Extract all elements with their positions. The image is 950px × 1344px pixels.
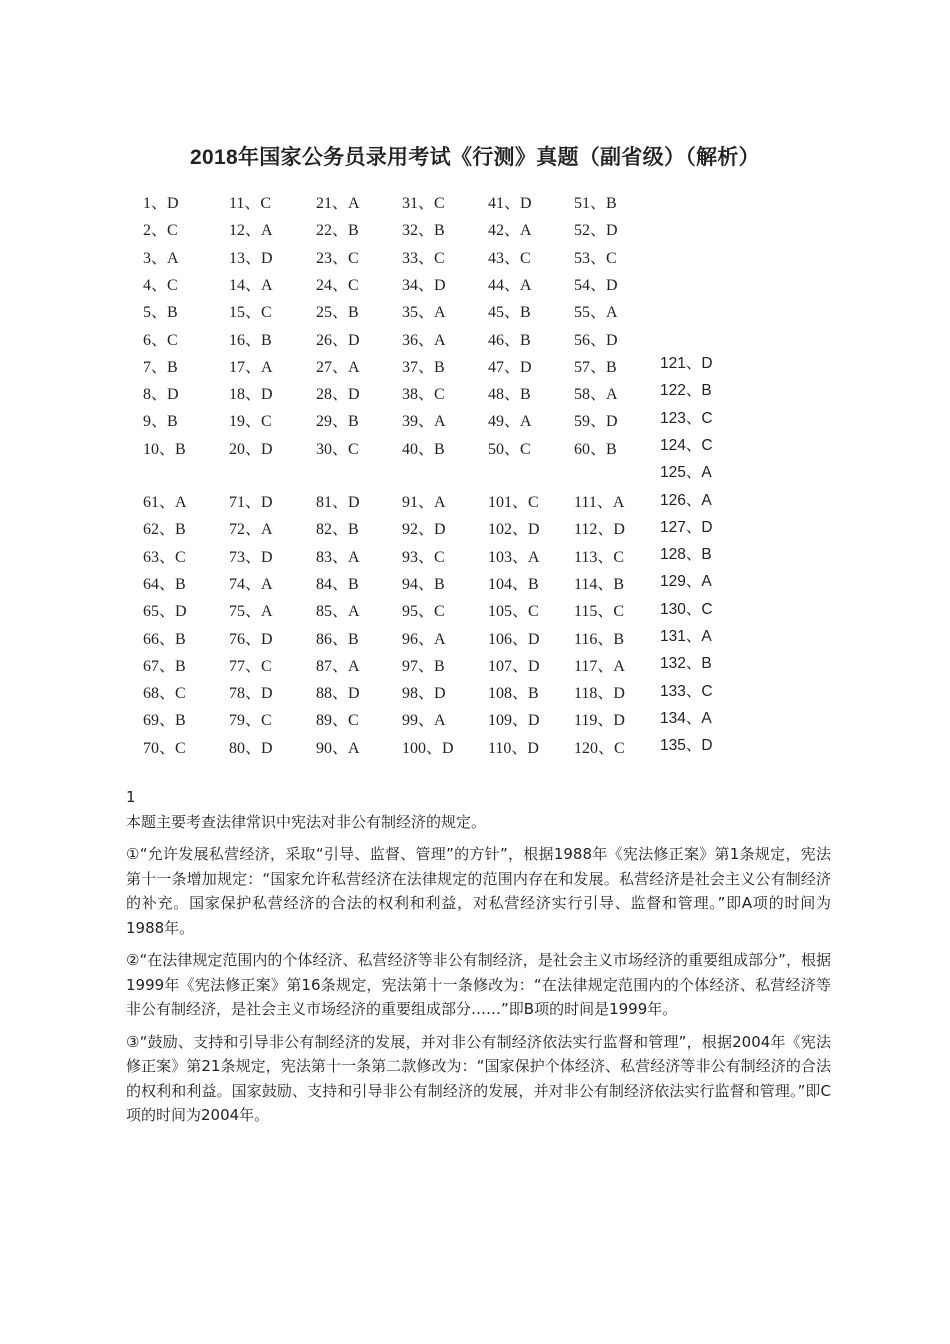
answer-item: 99、A: [402, 712, 446, 730]
answer-item: 113、C: [574, 548, 625, 566]
answer-item: 14、A: [229, 276, 273, 294]
answer-item: 82、B: [316, 521, 359, 539]
answer-item: 96、A: [402, 630, 446, 648]
answer-item: 97、B: [402, 657, 445, 675]
answer-item: 85、A: [316, 603, 360, 621]
answer-item: 69、B: [143, 712, 186, 730]
answer-item: 11、C: [229, 195, 272, 212]
answer-item: 12、A: [229, 222, 273, 240]
answer-item: 98、D: [402, 685, 446, 703]
answer-item: 6、C: [143, 331, 178, 349]
answer-item: 112、D: [574, 521, 625, 539]
answer-item: 76、D: [229, 630, 273, 648]
document-title: 2018年国家公务员录用考试《行测》真题（副省级）（解析）: [190, 146, 760, 169]
answer-item: 108、B: [488, 685, 539, 703]
answer-item: 119、D: [574, 712, 625, 730]
answer-item: 32、B: [402, 222, 445, 240]
answer-item: 104、B: [488, 575, 539, 593]
answer-item: 16、B: [229, 331, 272, 349]
answer-item: 79、C: [229, 712, 272, 730]
answer-item: 5、B: [143, 304, 178, 322]
answer-item: 118、D: [574, 685, 625, 703]
answer-item: 92、D: [402, 521, 446, 539]
answer-item: 43、C: [488, 249, 531, 267]
answer-item: 26、D: [316, 331, 360, 349]
answer-item: 101、C: [488, 494, 539, 511]
answer-item: 117、A: [574, 657, 625, 675]
answer-item: 87、A: [316, 657, 360, 675]
answer-item: 93、C: [402, 548, 445, 566]
answer-item: 39、A: [402, 413, 446, 431]
answer-item: 134、A: [660, 709, 712, 727]
answer-item: 91、A: [402, 494, 446, 511]
answer-item: 45、B: [488, 304, 531, 322]
answer-item: 37、B: [402, 358, 445, 376]
answer-item: 126、A: [660, 491, 712, 509]
answer-item: 54、D: [574, 276, 618, 294]
answer-item: 28、D: [316, 386, 360, 404]
answer-item: 52、D: [574, 222, 618, 240]
answer-item: 135、D: [660, 737, 713, 755]
answer-item: 21、A: [316, 195, 360, 212]
answer-item: 120、C: [574, 739, 625, 757]
answer-item: 67、B: [143, 657, 186, 675]
answer-item: 3、A: [143, 249, 179, 267]
answer-item: 25、B: [316, 304, 359, 322]
answer-item: 60、B: [574, 440, 617, 458]
answer-item: 19、C: [229, 413, 272, 431]
answer-item: 66、B: [143, 630, 186, 648]
answer-item: 63、C: [143, 548, 186, 566]
answer-item: 123、C: [660, 409, 713, 427]
answer-item: 13、D: [229, 249, 273, 267]
answer-item: 111、A: [574, 494, 625, 511]
answer-item: 129、A: [660, 573, 712, 591]
answer-item: 1、D: [143, 195, 179, 212]
answer-item: 57、B: [574, 358, 617, 376]
answer-item: 110、D: [488, 739, 539, 757]
answer-item: 83、A: [316, 548, 360, 566]
answer-item: 49、A: [488, 413, 532, 431]
answer-item: 38、C: [402, 386, 445, 404]
answer-item: 77、C: [229, 657, 272, 675]
answer-item: 74、A: [229, 575, 273, 593]
answer-item: 24、C: [316, 276, 359, 294]
answer-item: 46、B: [488, 331, 531, 349]
answer-item: 81、D: [316, 494, 360, 511]
answer-item: 64、B: [143, 575, 186, 593]
answer-item: 68、C: [143, 685, 186, 703]
answer-item: 36、A: [402, 331, 446, 349]
answer-item: 56、D: [574, 331, 618, 349]
answer-item: 107、D: [488, 657, 540, 675]
answer-item: 15、C: [229, 304, 272, 322]
answer-item: 131、A: [660, 628, 712, 645]
answer-item: 22、B: [316, 222, 359, 240]
explanation-intro: 本题主要考查法律常识中宪法对非公有制经济的规定。: [126, 812, 487, 831]
answer-item: 51、B: [574, 195, 617, 212]
answer-item: 42、A: [488, 222, 532, 240]
answer-item: 90、A: [316, 739, 360, 757]
explanation-paragraph-2: ②“在法律规定范围内的个体经济、私营经济等非公有制经济，是社会主义市场经济的重要组成部分”，根据1999年《宪法修正案》第16条规定，宪法第十一条修改为：“在法律规定范围内的个体经济、私营经济等非公有制经济，是社会主义市场经济的重要组成部分……”即B项的时间是1999年。: [126, 951, 831, 1018]
answer-item: 4、C: [143, 276, 178, 294]
answer-item: 106、D: [488, 630, 540, 648]
answer-item: 84、B: [316, 575, 359, 593]
answer-item: 23、C: [316, 249, 359, 267]
answer-item: 61、A: [143, 494, 187, 511]
answer-item: 30、C: [316, 440, 359, 458]
answer-item: 78、D: [229, 685, 273, 703]
answer-item: 94、B: [402, 575, 445, 593]
answer-item: 33、C: [402, 249, 445, 267]
answer-item: 70、C: [143, 739, 186, 757]
answer-item: 114、B: [574, 575, 625, 593]
answer-item: 80、D: [229, 739, 273, 757]
answer-item: 89、C: [316, 712, 359, 730]
answer-item: 132、B: [660, 655, 712, 673]
answer-item: 73、D: [229, 548, 273, 566]
answer-item: 122、B: [660, 382, 712, 400]
answer-item: 10、B: [143, 440, 186, 458]
explanation-paragraph-3: ③“鼓励、支持和引导非公有制经济的发展，并对非公有制经济依法实行监督和管理”，根据2004年《宪法修正案》第21条规定，宪法第十一条第二款修改为：“国家保护个体经济、私营经济等非公有制经济的合法的权利和利益。国家鼓励、支持和引导非公有制经济的发展，并对非公有制经济依法实行监督和管理。”即C项的时间为2004年。: [126, 1032, 831, 1124]
answer-item: 62、B: [143, 521, 186, 539]
question-number: 1: [126, 788, 136, 806]
answer-item: 47、D: [488, 358, 532, 376]
answer-item: 20、D: [229, 440, 273, 458]
answer-item: 88、D: [316, 685, 360, 703]
answer-item: 71、D: [229, 494, 273, 511]
answer-item: 31、C: [402, 195, 445, 212]
answer-item: 95、C: [402, 603, 445, 621]
answer-item: 116、B: [574, 630, 625, 648]
answer-item: 127、D: [660, 518, 713, 536]
answer-item: 27、A: [316, 358, 360, 376]
answer-item: 48、B: [488, 386, 531, 404]
answer-item: 125、A: [660, 464, 712, 482]
answer-item: 44、A: [488, 276, 532, 294]
answer-item: 109、D: [488, 712, 540, 730]
answer-item: 100、D: [402, 739, 454, 757]
explanation-section: [126, 785, 831, 1136]
answer-item: 53、C: [574, 249, 617, 267]
answer-item: 124、C: [660, 436, 713, 454]
answer-item: 72、A: [229, 521, 273, 539]
answer-item: 59、D: [574, 413, 618, 431]
answer-item: 133、C: [660, 682, 713, 700]
answer-item: 121、D: [660, 355, 713, 372]
answer-item: 128、B: [660, 546, 712, 564]
answer-item: 103、A: [488, 548, 540, 566]
explanation-paragraph-1: ①“允许发展私营经济，采取“引导、监督、管理”的方针”，根据1988年《宪法修正案》第1条规定，宪法第十一条增加规定：“国家允许私营经济在法律规定的范围内存在和发展。私营经济是社会主义公有制经济的补充。国家保护私营经济的合法的权利和利益，对私营经济实行引导、监督和管理。”即A项的时间为1988年。: [126, 845, 831, 937]
answer-item: 50、C: [488, 440, 531, 458]
answer-item: 18、D: [229, 386, 273, 404]
answer-item: 75、A: [229, 603, 273, 621]
answer-item: 65、D: [143, 603, 187, 621]
answer-item: 41、D: [488, 195, 532, 212]
answer-item: 105、C: [488, 603, 539, 621]
answer-item: 29、B: [316, 413, 359, 431]
answer-item: 40、B: [402, 440, 445, 458]
answer-item: 35、A: [402, 304, 446, 322]
answer-item: 2、C: [143, 222, 178, 240]
answer-item: 58、A: [574, 386, 618, 404]
answer-item: 115、C: [574, 603, 625, 621]
answer-item: 86、B: [316, 630, 359, 648]
answer-item: 102、D: [488, 521, 540, 539]
answer-item: 55、A: [574, 304, 618, 322]
answer-item: 7、B: [143, 358, 178, 376]
answer-item: 9、B: [143, 413, 178, 431]
answer-item: 8、D: [143, 386, 179, 404]
answer-item: 17、A: [229, 358, 273, 376]
answer-item: 34、D: [402, 276, 446, 294]
answer-item: 130、C: [660, 600, 713, 618]
